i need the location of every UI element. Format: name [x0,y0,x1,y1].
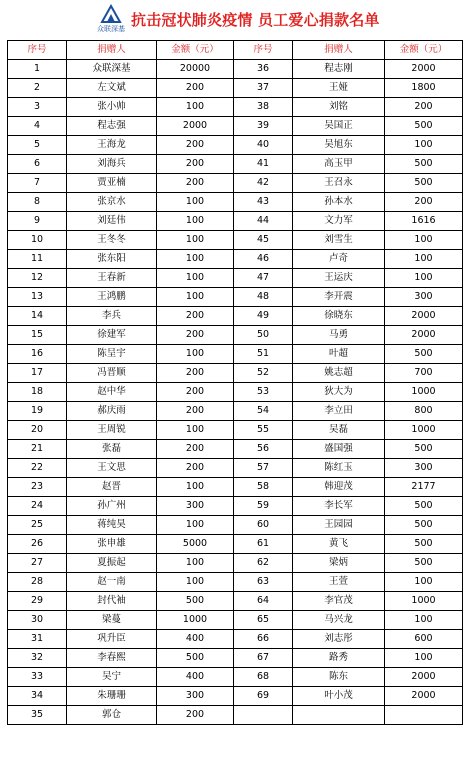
table-row [8,535,463,554]
cell-donor: 王春新 [67,269,157,288]
table-row [8,212,463,231]
cell-amount: 200 [385,98,463,117]
cell-donor: 李立田 [293,402,385,421]
cell-donor: 郝庆雨 [67,402,157,421]
cell-amount: 20000 [157,60,234,79]
donation-table [7,40,463,725]
cell-amount: 100 [157,250,234,269]
cell-donor: 朱珊珊 [67,687,157,706]
cell-amount: 500 [385,497,463,516]
cell-no: 24 [8,497,67,516]
cell-no: 32 [8,649,67,668]
cell-amount: 2000 [385,307,463,326]
cell-no: 27 [8,554,67,573]
table-row [8,459,463,478]
cell-donor: 王园园 [293,516,385,535]
cell-donor: 刘廷伟 [67,212,157,231]
cell-no: 44 [234,212,293,231]
cell-no: 15 [8,326,67,345]
cell-donor: 程志强 [67,117,157,136]
cell-amount: 400 [157,668,234,687]
table-row [8,231,463,250]
cell-amount: 300 [157,497,234,516]
cell-donor: 王召永 [293,174,385,193]
cell-no: 53 [234,383,293,402]
cell-no: 33 [8,668,67,687]
cell-no: 50 [234,326,293,345]
cell-amount: 300 [157,687,234,706]
cell-no: 4 [8,117,67,136]
cell-no: 61 [234,535,293,554]
cell-donor: 孙本水 [293,193,385,212]
cell-donor: 姚志超 [293,364,385,383]
column-header-no-right: 序号 [234,41,293,60]
cell-donor: 陈呈宇 [67,345,157,364]
cell-no: 5 [8,136,67,155]
table-row [8,269,463,288]
table-row [8,516,463,535]
table-row [8,421,463,440]
cell-donor: 封代袖 [67,592,157,611]
cell-amount: 500 [385,554,463,573]
cell-no: 23 [8,478,67,497]
table-row [8,706,463,725]
cell-amount: 100 [157,231,234,250]
table-row [8,573,463,592]
cell-donor: 刘雪生 [293,231,385,250]
cell-no: 69 [234,687,293,706]
table-row [8,60,463,79]
table-row [8,497,463,516]
cell-amount: 100 [157,573,234,592]
cell-no: 2 [8,79,67,98]
cell-amount: 200 [157,155,234,174]
cell-amount: 600 [385,630,463,649]
cell-donor: 赵中华 [67,383,157,402]
cell-donor: 吴宁 [67,668,157,687]
cell-donor: 徐晓东 [293,307,385,326]
cell-no: 51 [234,345,293,364]
cell-donor: 吴磊 [293,421,385,440]
cell-no: 34 [8,687,67,706]
cell-donor: 刘海兵 [67,155,157,174]
cell-amount: 200 [157,459,234,478]
cell-donor: 陈东 [293,668,385,687]
cell-donor: 刘铭 [293,98,385,117]
column-header-donor-right: 捐赠人 [293,41,385,60]
cell-donor: 卢奇 [293,250,385,269]
cell-donor: 黄飞 [293,535,385,554]
cell-amount: 200 [157,136,234,155]
cell-amount: 100 [157,478,234,497]
cell-donor: 张申雄 [67,535,157,554]
cell-amount: 100 [157,98,234,117]
cell-amount: 1800 [385,79,463,98]
cell-no: 17 [8,364,67,383]
cell-donor: 梁蔓 [67,611,157,630]
cell-donor: 郭仓 [67,706,157,725]
cell-amount: 1616 [385,212,463,231]
cell-amount: 100 [157,212,234,231]
table-row [8,592,463,611]
cell-amount: 2000 [385,668,463,687]
cell-amount: 500 [385,117,463,136]
cell-amount: 1000 [385,383,463,402]
cell-no: 21 [8,440,67,459]
cell-no: 12 [8,269,67,288]
cell-amount: 100 [385,136,463,155]
cell-amount: 2000 [157,117,234,136]
cell-amount: 100 [157,193,234,212]
cell-donor: 孙广州 [67,497,157,516]
company-logo [94,4,128,36]
cell-donor: 张磊 [67,440,157,459]
cell-no: 11 [8,250,67,269]
cell-donor: 王海龙 [67,136,157,155]
table-row [8,440,463,459]
cell-no: 19 [8,402,67,421]
table-row [8,554,463,573]
cell-amount: 500 [385,155,463,174]
table-body [8,60,463,725]
cell-amount: 2177 [385,478,463,497]
cell-donor: 冯晋顺 [67,364,157,383]
table-row [8,383,463,402]
cell-donor: 众联深基 [67,60,157,79]
cell-no [234,706,293,725]
cell-no: 35 [8,706,67,725]
cell-donor: 陈红玉 [293,459,385,478]
cell-donor: 狄大为 [293,383,385,402]
cell-donor: 王萱 [293,573,385,592]
cell-amount: 400 [157,630,234,649]
cell-no: 16 [8,345,67,364]
cell-donor: 盛国强 [293,440,385,459]
cell-no: 63 [234,573,293,592]
column-header-amount-right: 金额（元） [385,41,463,60]
cell-donor: 叶超 [293,345,385,364]
cell-donor: 刘志彤 [293,630,385,649]
header [0,0,469,40]
cell-amount: 5000 [157,535,234,554]
table-row [8,288,463,307]
cell-donor: 吴旭东 [293,136,385,155]
cell-amount: 100 [385,573,463,592]
cell-amount: 500 [385,516,463,535]
table-row [8,364,463,383]
cell-no: 62 [234,554,293,573]
cell-no: 54 [234,402,293,421]
table-row [8,193,463,212]
cell-no: 8 [8,193,67,212]
cell-amount: 200 [157,174,234,193]
cell-amount: 500 [385,440,463,459]
cell-amount: 200 [157,326,234,345]
cell-no: 13 [8,288,67,307]
cell-no: 56 [234,440,293,459]
cell-amount: 2000 [385,60,463,79]
cell-amount: 200 [157,402,234,421]
cell-donor: 马兴龙 [293,611,385,630]
cell-no: 22 [8,459,67,478]
table-row [8,155,463,174]
table-row [8,136,463,155]
page-title: 抗击冠状肺炎疫情 员工爱心捐款名单 [131,11,380,29]
cell-amount [385,706,463,725]
cell-amount: 500 [385,535,463,554]
cell-no: 42 [234,174,293,193]
cell-amount: 100 [385,250,463,269]
cell-amount: 200 [157,364,234,383]
cell-donor: 巩升臣 [67,630,157,649]
cell-no: 3 [8,98,67,117]
cell-donor [293,706,385,725]
cell-amount: 500 [157,592,234,611]
table-row [8,250,463,269]
logo-icon [100,4,122,24]
cell-donor: 路秀 [293,649,385,668]
cell-amount: 200 [157,79,234,98]
cell-amount: 2000 [385,687,463,706]
cell-no: 64 [234,592,293,611]
cell-no: 9 [8,212,67,231]
table-row [8,345,463,364]
cell-no: 39 [234,117,293,136]
cell-no: 60 [234,516,293,535]
cell-donor: 王运庆 [293,269,385,288]
cell-amount: 300 [385,459,463,478]
cell-no: 48 [234,288,293,307]
cell-amount: 200 [157,383,234,402]
cell-donor: 李开震 [293,288,385,307]
table-row [8,687,463,706]
cell-no: 30 [8,611,67,630]
cell-no: 67 [234,649,293,668]
cell-no: 46 [234,250,293,269]
cell-no: 49 [234,307,293,326]
table-row [8,117,463,136]
cell-amount: 100 [157,269,234,288]
cell-no: 57 [234,459,293,478]
cell-no: 66 [234,630,293,649]
cell-amount: 1000 [385,592,463,611]
cell-amount: 500 [385,345,463,364]
cell-donor: 蒋纯昊 [67,516,157,535]
cell-donor: 王文思 [67,459,157,478]
cell-no: 40 [234,136,293,155]
cell-amount: 100 [157,554,234,573]
cell-amount: 1000 [157,611,234,630]
cell-no: 41 [234,155,293,174]
table-row [8,326,463,345]
cell-no: 37 [234,79,293,98]
cell-no: 18 [8,383,67,402]
cell-donor: 王冬冬 [67,231,157,250]
cell-amount: 500 [157,649,234,668]
cell-donor: 张东阳 [67,250,157,269]
cell-donor: 王娅 [293,79,385,98]
cell-amount: 700 [385,364,463,383]
cell-no: 1 [8,60,67,79]
logo-text: 众联深基 [97,25,125,33]
cell-amount: 100 [157,345,234,364]
cell-no: 29 [8,592,67,611]
cell-donor: 梁炳 [293,554,385,573]
cell-donor: 张京水 [67,193,157,212]
table-row [8,307,463,326]
cell-donor: 王鸿鹏 [67,288,157,307]
cell-donor: 叶小茂 [293,687,385,706]
cell-amount: 100 [157,288,234,307]
cell-amount: 100 [385,269,463,288]
column-header-amount-left: 金额（元） [157,41,234,60]
cell-donor: 赵一南 [67,573,157,592]
cell-no: 55 [234,421,293,440]
cell-donor: 张小帅 [67,98,157,117]
cell-amount: 100 [157,421,234,440]
cell-no: 14 [8,307,67,326]
cell-no: 47 [234,269,293,288]
cell-amount: 500 [385,174,463,193]
cell-amount: 200 [157,706,234,725]
table-row [8,649,463,668]
cell-no: 52 [234,364,293,383]
cell-donor: 李春熙 [67,649,157,668]
cell-no: 26 [8,535,67,554]
cell-donor: 高玉甲 [293,155,385,174]
table-row [8,174,463,193]
cell-donor: 程志刚 [293,60,385,79]
cell-no: 6 [8,155,67,174]
cell-no: 31 [8,630,67,649]
table-header-row [8,41,463,60]
cell-no: 36 [234,60,293,79]
cell-donor: 贾亚楠 [67,174,157,193]
cell-no: 38 [234,98,293,117]
cell-amount: 2000 [385,326,463,345]
cell-no: 10 [8,231,67,250]
cell-donor: 徐建军 [67,326,157,345]
cell-no: 43 [234,193,293,212]
cell-donor: 文力军 [293,212,385,231]
cell-no: 28 [8,573,67,592]
cell-donor: 马勇 [293,326,385,345]
cell-donor: 吴国正 [293,117,385,136]
cell-no: 25 [8,516,67,535]
cell-donor: 李长军 [293,497,385,516]
table-row [8,611,463,630]
table-row [8,478,463,497]
cell-amount: 100 [157,516,234,535]
cell-no: 59 [234,497,293,516]
cell-donor: 李兵 [67,307,157,326]
cell-amount: 300 [385,288,463,307]
table-row [8,668,463,687]
table-row [8,630,463,649]
cell-donor: 赵晋 [67,478,157,497]
cell-donor: 左文斌 [67,79,157,98]
cell-no: 20 [8,421,67,440]
table-row [8,79,463,98]
cell-no: 58 [234,478,293,497]
cell-donor: 李官茂 [293,592,385,611]
cell-donor: 韩迎茂 [293,478,385,497]
cell-amount: 800 [385,402,463,421]
cell-donor: 王周锐 [67,421,157,440]
column-header-no-left: 序号 [8,41,67,60]
cell-no: 45 [234,231,293,250]
cell-amount: 200 [157,307,234,326]
cell-amount: 100 [385,231,463,250]
cell-amount: 100 [385,649,463,668]
cell-donor: 夏振起 [67,554,157,573]
cell-no: 7 [8,174,67,193]
cell-amount: 200 [385,193,463,212]
table-row [8,402,463,421]
column-header-donor-left: 捐赠人 [67,41,157,60]
cell-no: 65 [234,611,293,630]
table-row [8,98,463,117]
cell-amount: 100 [385,611,463,630]
cell-amount: 1000 [385,421,463,440]
cell-no: 68 [234,668,293,687]
cell-amount: 200 [157,440,234,459]
